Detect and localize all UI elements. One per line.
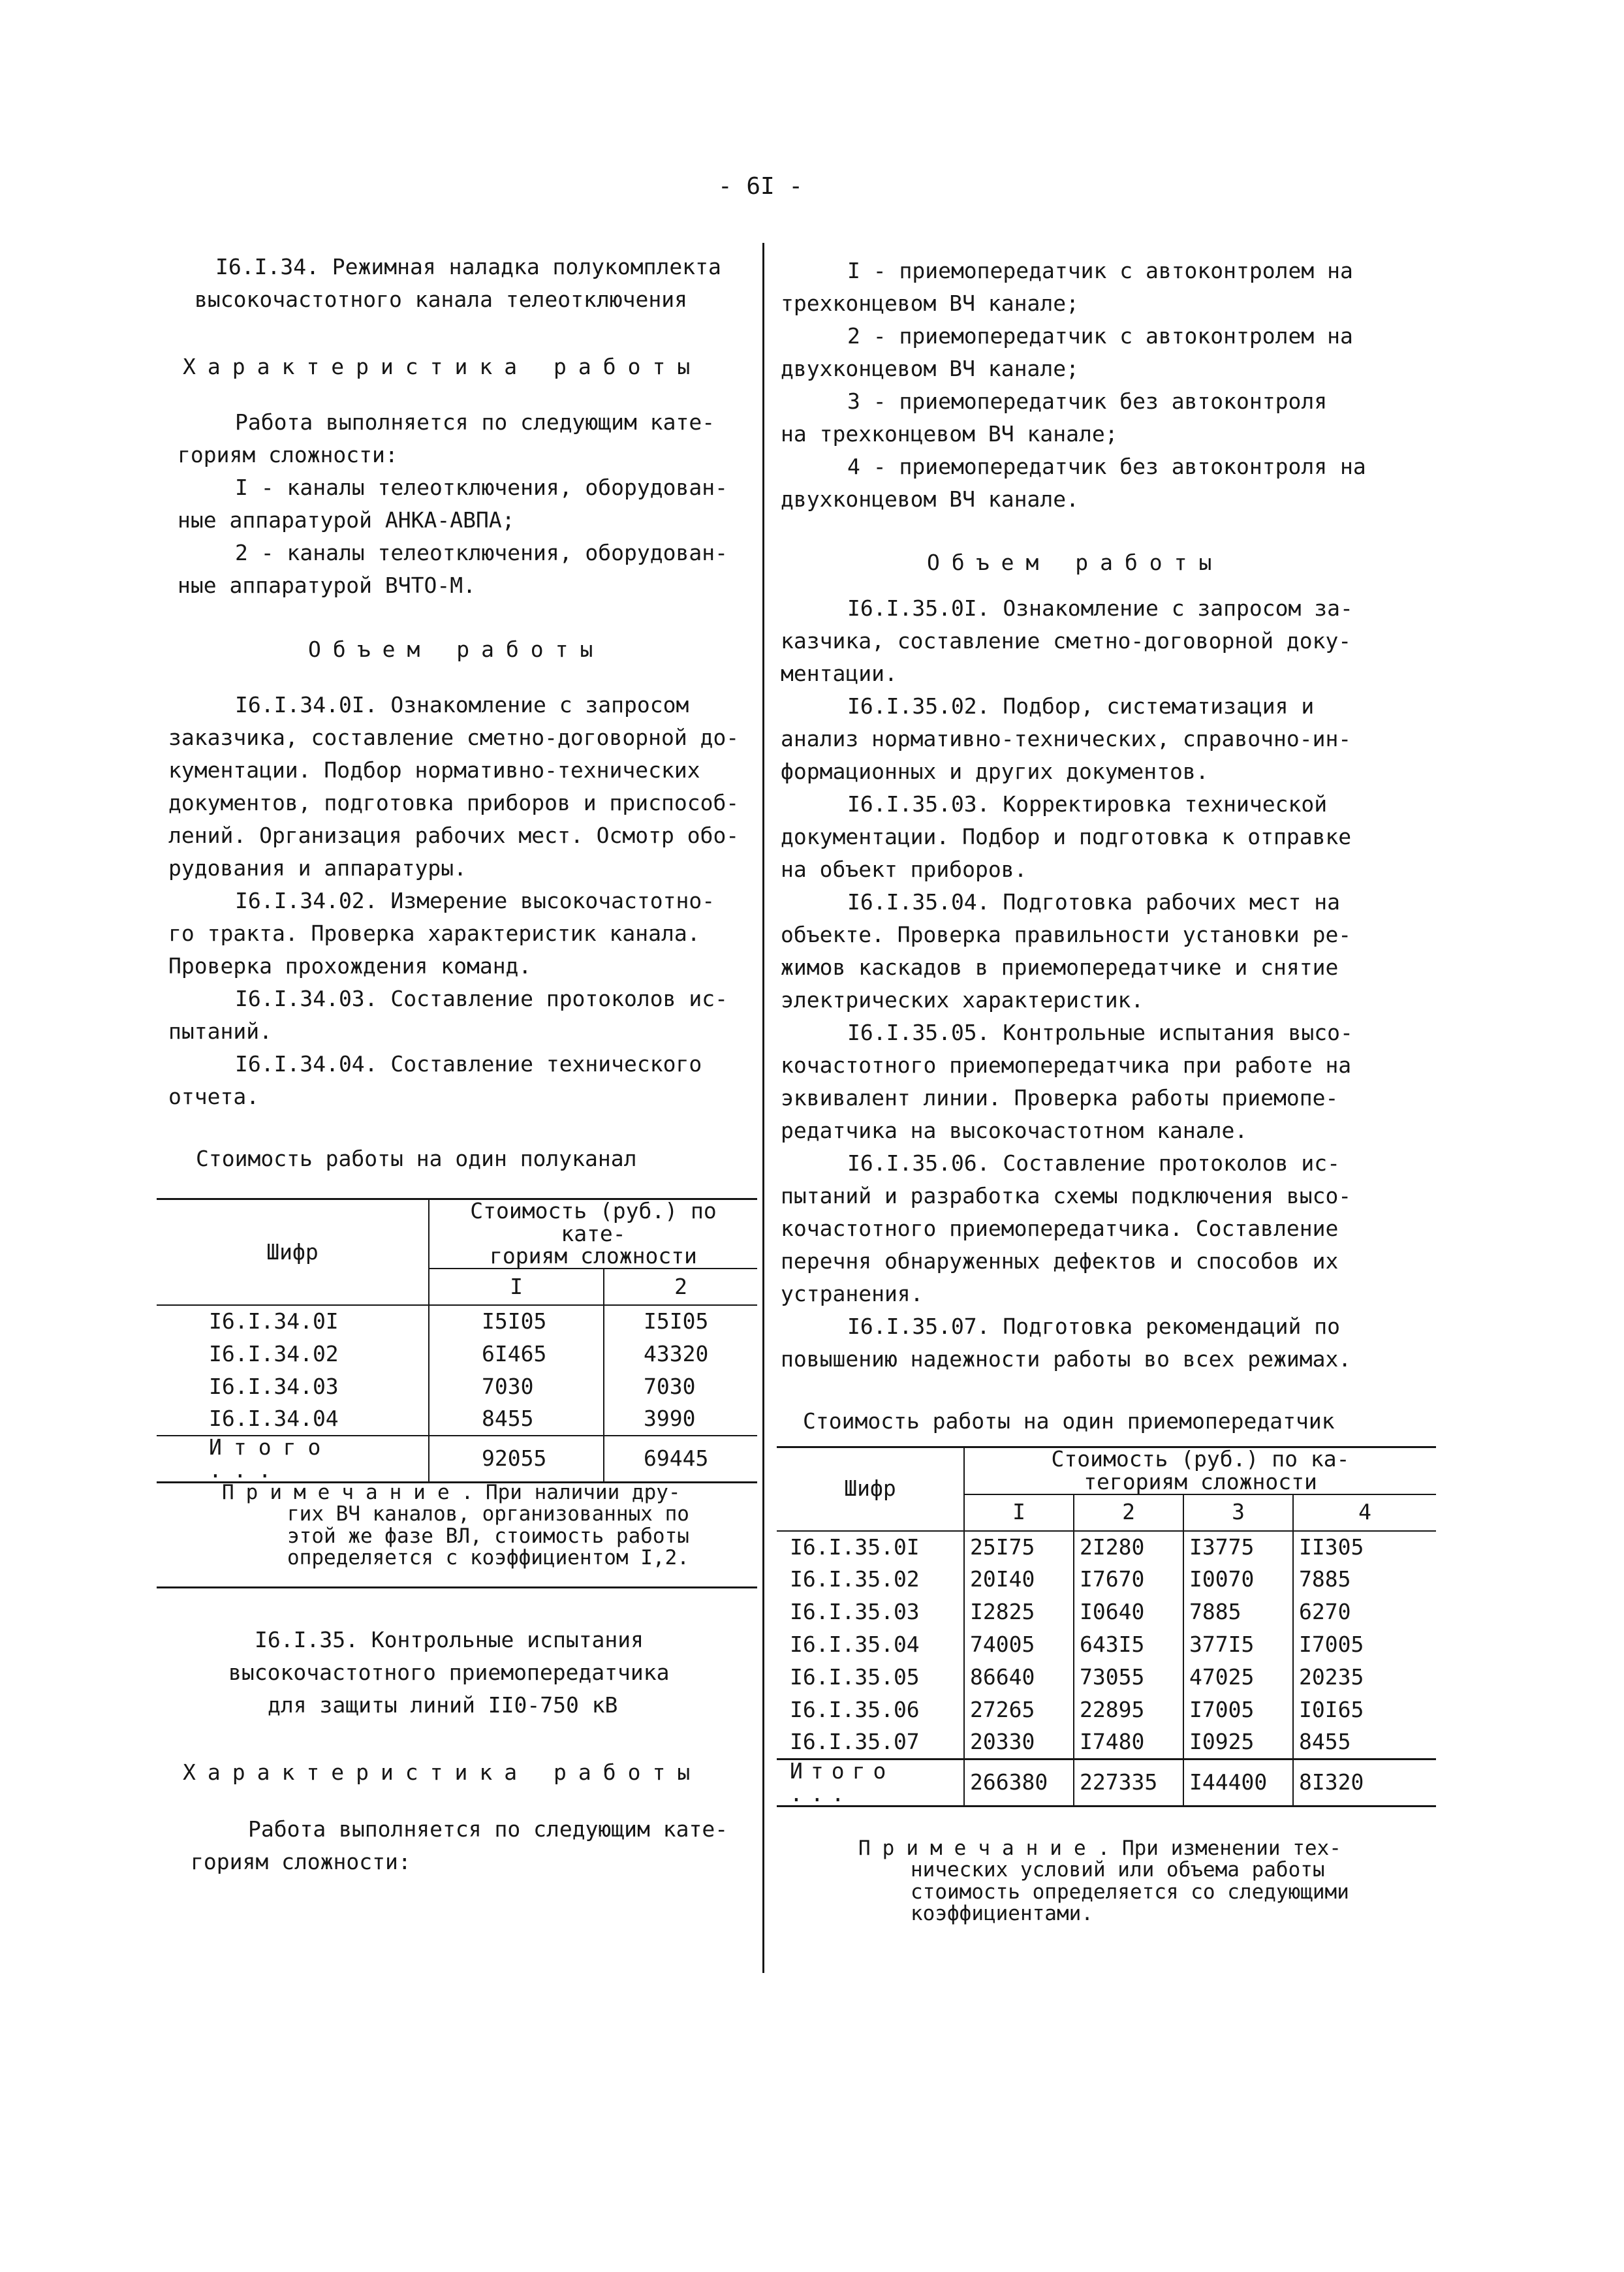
s34-char-line: ные аппаратурой ВЧТО-М. [178,573,476,598]
table1-code: I6.I.34.02 [157,1338,429,1370]
table2-cell: II305 [1293,1531,1436,1564]
r-scope-line: эквивалент линии. Проверка работы приемопе- [781,1085,1339,1111]
table1-cell: I5I05 [604,1305,757,1338]
r-scope-line: I6.I.35.02. Подбор, систематизация и [847,693,1315,719]
table2-code: I6.I.35.06 [777,1694,964,1727]
table2-category: 2 [1074,1494,1183,1531]
s35-char-heading: Характеристика работы [183,1759,702,1785]
table2-total-cell: 266380 [964,1759,1074,1807]
table1-cell: 6I465 [429,1338,604,1370]
r-scope-line: редатчика на высокочастотном канале. [781,1118,1248,1143]
table2-cell: I7005 [1299,1632,1364,1658]
table2-cell: I7670 [1074,1564,1183,1596]
table2-total-cell: 8I320 [1293,1759,1436,1807]
table2-cell: I0640 [1074,1596,1183,1629]
note2-label: Примечание [858,1837,1098,1860]
table2-cell: I0I65 [1299,1697,1364,1723]
s34-scope-heading: Объем работы [308,637,605,662]
r-scope-line: формационных и других документов. [781,759,1209,784]
table1-cell: 43320 [644,1340,709,1366]
table2-cell: 25I75 [964,1531,1074,1564]
table2-category: 4 [1358,1499,1371,1525]
note1-label: Примечание [222,1481,461,1504]
r-scope-line: кочастотного приемопередатчика при работе на [781,1052,1352,1078]
s35-title-line2: высокочастотного приемопередатчика [228,1660,670,1685]
table1-cell: 7030 [644,1373,696,1399]
table1-header-row [157,1199,757,1269]
r-scope-line: кочастотного приемопередатчика. Составление [781,1216,1339,1241]
table1-category: I [429,1269,604,1305]
right-scope-heading: Объем работы [927,550,1224,575]
category-line: двухконцевом ВЧ канале. [781,486,1079,512]
table1-col-code: Шифр [157,1199,429,1305]
s34-scope-line: I6.I.34.0I. Ознакомление с запросом [235,692,689,718]
table2-col-code: Шифр [777,1447,964,1531]
table1-code: I6.I.34.0I [157,1305,429,1338]
r-scope-line: перечня обнаруженных дефектов и способов их [781,1248,1339,1274]
table2-cell: 7885 [1183,1596,1293,1629]
page-number: - 6I - [718,173,804,200]
s34-char-line: ные аппаратурой АНКА-АВПА; [178,507,515,533]
table-row [777,1564,1436,1596]
table-row [777,1531,1436,1564]
table1-cell: 3990 [644,1406,696,1432]
table2-col-cost-line2: тегориям сложности [1084,1468,1317,1494]
category-line: 4 - приемопередатчик без автоконтроля на [847,454,1366,479]
note1-line: этой же фазе ВЛ, стоимость работы [287,1524,689,1548]
table2-total-cell: 227335 [1074,1759,1183,1807]
table2-total-cell: I44400 [1183,1759,1293,1807]
table-row [157,1305,757,1338]
r-scope-line: I6.I.35.0I. Ознакомление с запросом за- [847,595,1353,621]
s35-char-line: Работа выполняется по следующим кате- [248,1816,728,1842]
table1-cell: 8455 [429,1403,604,1436]
note1 [222,1482,689,1570]
table2-code: I6.I.35.07 [777,1727,964,1759]
table1-col-cost-line2: гориям сложности [490,1243,697,1269]
note1-rule [157,1586,757,1588]
table1-code: I6.I.34.04 [157,1403,429,1436]
table2-cell: 377I5 [1183,1629,1293,1662]
table2-cell: 643I5 [1074,1629,1183,1662]
column-divider [762,243,764,1973]
note1-line: определяется с коэффициентом I,2. [287,1546,689,1570]
note1-line: гих ВЧ каналов, организованных по [287,1502,689,1526]
table2-code: I6.I.35.04 [777,1629,964,1662]
note2-line: коэффициентами. [911,1902,1093,1926]
table2-total-row [777,1759,1436,1807]
r-scope-line: I6.I.35.03. Корректировка технической [847,791,1328,817]
table-row [777,1662,1436,1694]
table1-caption: Стоимость работы на один полуканал [196,1146,637,1171]
table1-code: I6.I.34.03 [157,1370,429,1403]
s35-title-line3: для защиты линий II0-750 кВ [268,1692,618,1718]
r-scope-line: жимов каскадов в приемопередатчике и снятие [781,955,1339,980]
table2-code: I6.I.35.03 [777,1596,964,1629]
table2-cell: 7885 [1299,1566,1351,1592]
table2-caption: Стоимость работы на один приемопередатчик [803,1408,1335,1434]
table2-cell: 22895 [1074,1694,1183,1727]
r-scope-line: объекте. Проверка правильности установки ре- [781,922,1352,947]
note2-line: стоимость определяется со следующими [911,1880,1349,1904]
table2-code: I6.I.35.0I [777,1531,964,1564]
category-line: трехконцевом ВЧ канале; [781,291,1079,316]
table2-col-cost-line1: Стоимость (руб.) по ка- [1051,1446,1350,1472]
r-scope-line: I6.I.35.05. Контрольные испытания высо- [847,1020,1353,1045]
cost-table-transceiver [777,1446,1436,1807]
r-scope-line: I6.I.35.04. Подготовка рабочих мест на [847,889,1340,915]
table2-cell: 6270 [1299,1599,1351,1625]
table2-cell: 86640 [964,1662,1074,1694]
category-line: 2 - приемопередатчик с автоконтролем на [847,323,1353,349]
table2-cell: 47025 [1183,1662,1293,1694]
s34-char-line: гориям сложности: [178,442,398,467]
table-row [157,1403,757,1436]
r-scope-line: устранения. [781,1281,924,1306]
table1-cell: 7030 [429,1370,604,1403]
s34-char-line: Работа выполняется по следующим кате- [235,409,715,435]
table2-col-cost [964,1447,1436,1494]
note2 [858,1838,1349,1925]
r-scope-line: пытаний и разработка схемы подключения высо- [781,1183,1352,1208]
table2-cell: 2I280 [1074,1531,1183,1564]
table1-col-cost-line1: Стоимость (руб.) по кате- [470,1198,717,1246]
table2-category: I [964,1494,1074,1531]
s34-scope-line: I6.I.34.02. Измерение высокочастотно- [235,888,715,913]
table1-total-label: Итого ... [157,1436,429,1483]
table2-cell: 73055 [1074,1662,1183,1694]
s34-scope-line: I6.I.34.03. Составление протоколов ис- [235,986,728,1011]
r-scope-line: анализ нормативно-технических, справочно-ин- [781,726,1352,751]
note1-line: . При наличии дру- [461,1481,681,1504]
s34-scope-line: I6.I.34.04. Составление технического [235,1051,702,1077]
r-scope-line: I6.I.35.06. Составление протоколов ис- [847,1150,1340,1176]
table2-cell: I0925 [1183,1727,1293,1759]
table2-cell: 20I40 [964,1564,1074,1596]
table2-cell: I7005 [1183,1694,1293,1727]
s34-scope-line: документов, подготовка приборов и приспособ- [168,790,740,815]
table2-cell: I0070 [1183,1564,1293,1596]
table2-code: I6.I.35.02 [777,1564,964,1596]
category-line: I - приемопередатчик с автоконтролем на [847,258,1353,283]
s35-char-line: гориям сложности: [191,1849,411,1874]
r-scope-line: электрических характеристик. [781,987,1144,1013]
s34-scope-line: го тракта. Проверка характеристик канала. [168,921,700,946]
s34-scope-line: пытаний. [168,1018,272,1044]
r-scope-line: документации. Подбор и подготовка к отправке [781,824,1352,849]
s34-scope-line: отчета. [168,1084,260,1109]
r-scope-line: ментации. [781,661,898,686]
r-scope-line: повышению надежности работы во всех режимах. [781,1346,1352,1372]
table2-cell: 74005 [964,1629,1074,1662]
r-scope-line: I6.I.35.07. Подготовка рекомендаций по [847,1314,1340,1339]
table-row [777,1727,1436,1759]
s34-scope-line: кументации. Подбор нормативно-технических [168,757,700,783]
table2-cell: 27265 [964,1694,1074,1727]
table-row [777,1629,1436,1662]
cost-table-halfchannel [157,1198,757,1483]
table2-cell: I7480 [1074,1727,1183,1759]
s34-scope-line: Проверка прохождения команд. [168,953,532,979]
table2-code: I6.I.35.05 [777,1662,964,1694]
table2-category: 3 [1183,1494,1293,1531]
s34-char-line: 2 - каналы телеотключения, оборудован- [235,540,728,565]
category-line: на трехконцевом ВЧ канале; [781,421,1118,447]
table-row [157,1338,757,1370]
table1-total-cell: 92055 [429,1436,604,1483]
table2-header-row [777,1447,1436,1494]
table1-cell: I5I05 [429,1305,604,1338]
r-scope-line: на объект приборов. [781,857,1027,882]
s34-scope-line: заказчика, составление сметно-договорной до- [168,725,740,750]
table2-total-label: Итого ... [777,1759,964,1807]
category-line: 3 - приемопередатчик без автоконтроля [847,388,1328,414]
table2-cell: 20330 [964,1727,1074,1759]
s34-title-line1: I6.I.34. Режимная наладка полукомплекта [215,254,721,279]
s34-scope-line: лений. Организация рабочих мест. Осмотр обо- [168,823,740,848]
table1-total-cell: 69445 [604,1436,757,1483]
s34-char-heading: Характеристика работы [183,354,702,379]
table-row [777,1596,1436,1629]
r-scope-line: казчика, составление сметно-договорной доку- [781,628,1352,654]
s34-char-line: I - каналы телеотключения, оборудован- [235,475,728,500]
table1-total-row [157,1436,757,1483]
s34-title-line2: высокочастотного канала телеотключения [195,287,687,312]
note2-line: нических условий или объема работы [911,1858,1325,1882]
table2-cell: 8455 [1299,1729,1351,1755]
note2-line: . При изменении тех- [1097,1837,1341,1860]
table-row [157,1370,757,1403]
s35-title-line1: I6.I.35. Контрольные испытания [255,1627,644,1652]
category-line: двухконцевом ВЧ канале; [781,356,1079,381]
table1-category: 2 [674,1273,687,1299]
table2-cell: I2825 [964,1596,1074,1629]
s34-scope-line: рудования и аппаратуры. [168,855,467,881]
table2-cell: 20235 [1299,1664,1364,1690]
table1-col-cost [429,1199,757,1269]
table2-cell: I3775 [1183,1531,1293,1564]
table-row [777,1694,1436,1727]
